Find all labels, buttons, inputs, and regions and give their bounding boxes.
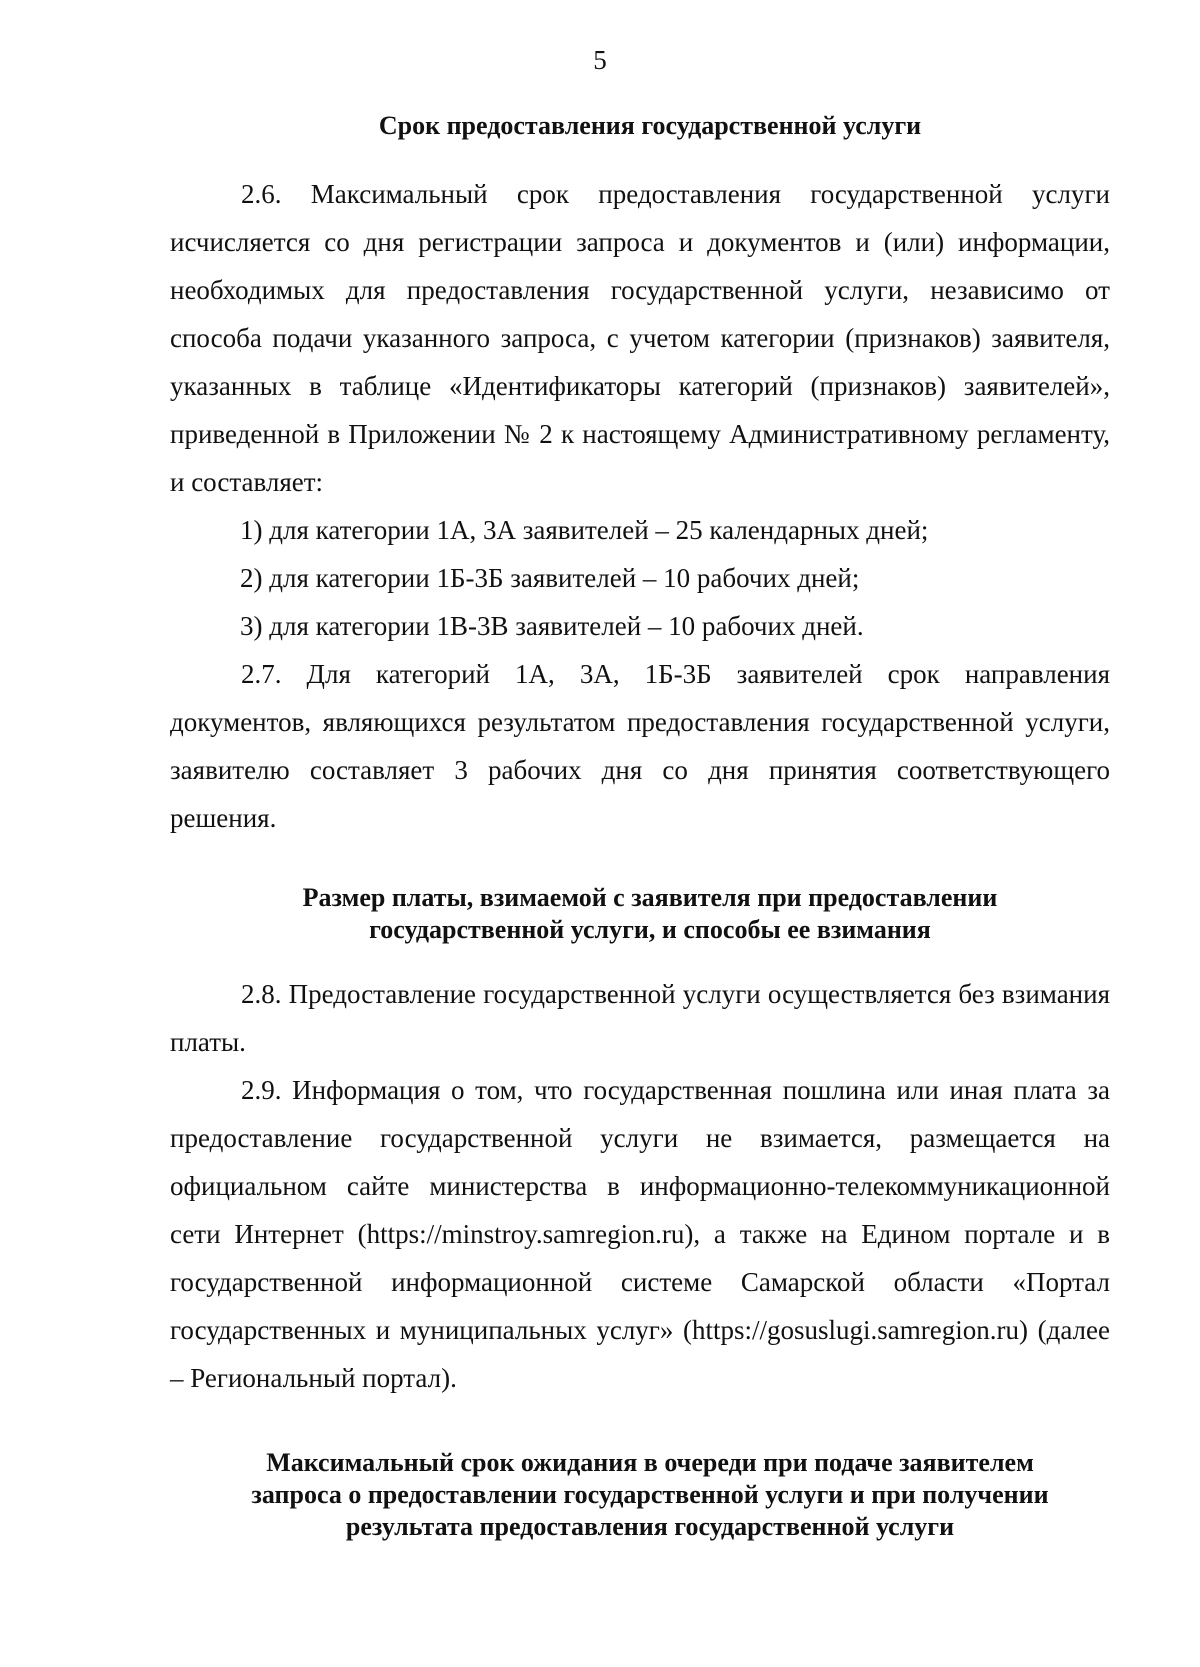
- paragraph-2-6: 2.6. Максимальный срок предоставления государственной услуги исчисляется со дня регистрации запроса и документов и (или) информации, необходимых для предоставления государственной услуги, независимо от способа подачи указанного запроса, с учетом категории (признаков) заявителя, указанных в таблице «Идентификаторы категорий (признаков) заявителей», приведенной в Приложении № 2 к настоящему Административному регламенту, и составляет:: [170, 179, 1110, 497]
- heading-line: государственной услуги, и способы ее взимания: [369, 915, 931, 944]
- section-heading-queue: [150, 1447, 1150, 1543]
- heading-line: запроса о предоставлении государственной услуги и при получении: [251, 1480, 1049, 1509]
- paragraph-2-9: 2.9. Информация о том, что государственная пошлина или иная плата за предоставление государственной услуги не взимается, размещается на официальном сайте министерства в информационно-телекоммуникационной сети Интернет (https://minstroy.samregion.ru), а также на Едином портале и в государственной информационной системе Самарской области «Портал государственных и муниципальных услуг» (https://gosuslugi.samregion.ru) (далее – Региональный портал).: [170, 1075, 1110, 1393]
- heading-line: Размер платы, взимаемой с заявителя при предоставлении: [302, 883, 998, 912]
- list-item: 3) для категории 1В-3В заявителей – 10 рабочих дней.: [240, 611, 864, 641]
- list-item: 1) для категории 1А, 3А заявителей – 25 календарных дней;: [240, 515, 929, 545]
- page-number: 5: [593, 45, 607, 75]
- paragraph-2-8: 2.8. Предоставление государственной услуги осуществляется без взимания платы.: [170, 979, 1110, 1057]
- heading-line: результата предоставления государственной услуги: [345, 1512, 955, 1541]
- list-item: 2) для категории 1Б-3Б заявителей – 10 рабочих дней;: [240, 563, 860, 593]
- heading-line: Максимальный срок ожидания в очереди при подаче заявителем: [266, 1448, 1034, 1477]
- section-heading-term: Срок предоставления государственной услуги: [378, 111, 922, 140]
- paragraph-2-7: 2.7. Для категорий 1А, 3А, 1Б-3Б заявителей срок направления документов, являющихся результатом предоставления государственной услуги, заявителю составляет 3 рабочих дня со дня принятия соответствующего решения.: [170, 659, 1110, 833]
- section-heading-fee: [190, 882, 1110, 946]
